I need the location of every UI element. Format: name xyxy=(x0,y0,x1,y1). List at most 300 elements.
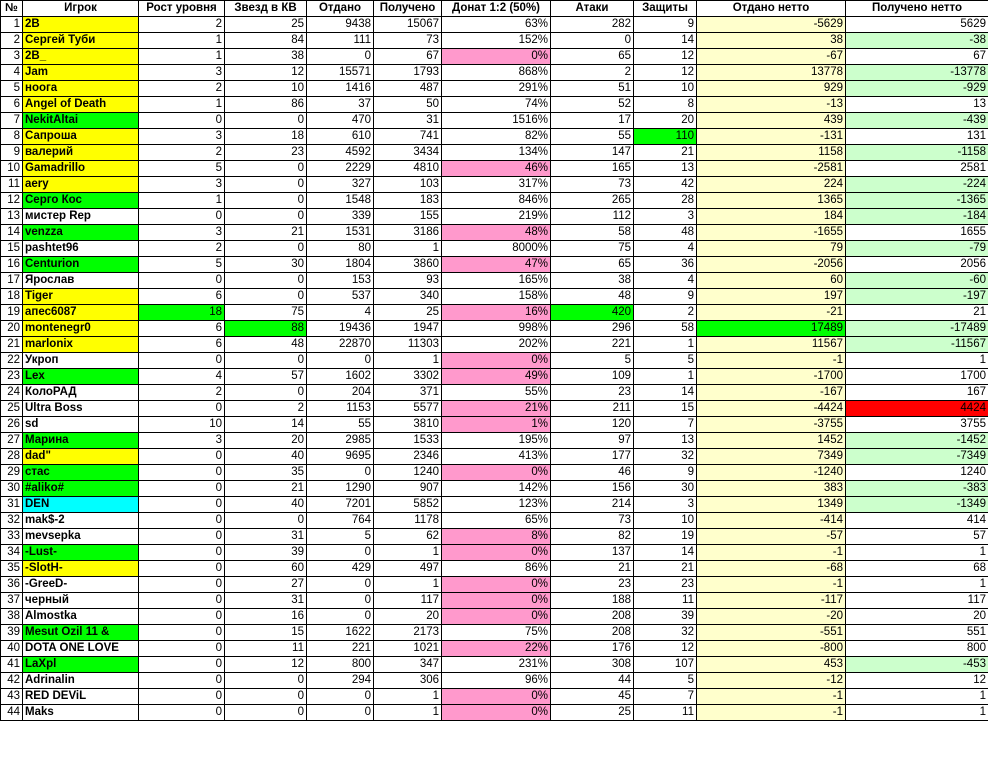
header-net-received: Получено нетто xyxy=(846,1,988,17)
net-given-cell: -20 xyxy=(697,609,846,625)
cw-stars-cell: 10 xyxy=(225,81,307,97)
cw-stars-cell: 16 xyxy=(225,609,307,625)
player-name-cell: Укроп xyxy=(23,353,139,369)
cw-stars-cell: 0 xyxy=(225,385,307,401)
attacks-cell: 147 xyxy=(551,145,634,161)
net-given-cell: 453 xyxy=(697,657,846,673)
donate-cell: 846% xyxy=(442,193,551,209)
row-number-cell: 11 xyxy=(1,177,23,193)
net-given-cell: 13778 xyxy=(697,65,846,81)
attacks-cell: 97 xyxy=(551,433,634,449)
level-growth-cell: 0 xyxy=(139,481,225,497)
given-cell: 7201 xyxy=(307,497,374,513)
player-name-cell: RED DEViL xyxy=(23,689,139,705)
received-cell: 4810 xyxy=(374,161,442,177)
given-cell: 5 xyxy=(307,529,374,545)
player-name-cell: LaXpl xyxy=(23,657,139,673)
net-given-cell: 1158 xyxy=(697,145,846,161)
net-given-cell: -13 xyxy=(697,97,846,113)
received-cell: 347 xyxy=(374,657,442,673)
defenses-cell: 9 xyxy=(634,17,697,33)
row-number-cell: 33 xyxy=(1,529,23,545)
given-cell: 2229 xyxy=(307,161,374,177)
header-net-given: Отдано нетто xyxy=(697,1,846,17)
cw-stars-cell: 0 xyxy=(225,273,307,289)
donate-cell: 219% xyxy=(442,209,551,225)
donate-cell: 8% xyxy=(442,529,551,545)
attacks-cell: 112 xyxy=(551,209,634,225)
given-cell: 0 xyxy=(307,705,374,721)
player-name-cell: 2B_ xyxy=(23,49,139,65)
defenses-cell: 23 xyxy=(634,577,697,593)
donate-cell: 142% xyxy=(442,481,551,497)
player-name-cell: Jam xyxy=(23,65,139,81)
net-given-cell: 1365 xyxy=(697,193,846,209)
row-number-cell: 13 xyxy=(1,209,23,225)
donate-cell: 0% xyxy=(442,353,551,369)
attacks-cell: 55 xyxy=(551,129,634,145)
row-number-cell: 4 xyxy=(1,65,23,81)
player-name-cell: dad" xyxy=(23,449,139,465)
row-number-cell: 18 xyxy=(1,289,23,305)
net-given-cell: 38 xyxy=(697,33,846,49)
level-growth-cell: 0 xyxy=(139,561,225,577)
row-number-cell: 15 xyxy=(1,241,23,257)
attacks-cell: 296 xyxy=(551,321,634,337)
given-cell: 19436 xyxy=(307,321,374,337)
level-growth-cell: 0 xyxy=(139,545,225,561)
row-number-cell: 12 xyxy=(1,193,23,209)
row-number-cell: 35 xyxy=(1,561,23,577)
net-received-cell: 131 xyxy=(846,129,988,145)
table-row xyxy=(1,321,988,337)
net-given-cell: 224 xyxy=(697,177,846,193)
cw-stars-cell: 12 xyxy=(225,65,307,81)
cw-stars-cell: 23 xyxy=(225,145,307,161)
player-name-cell: Lex xyxy=(23,369,139,385)
attacks-cell: 120 xyxy=(551,417,634,433)
cw-stars-cell: 0 xyxy=(225,353,307,369)
given-cell: 0 xyxy=(307,545,374,561)
attacks-cell: 48 xyxy=(551,289,634,305)
net-given-cell: -1 xyxy=(697,705,846,721)
donate-cell: 0% xyxy=(442,465,551,481)
level-growth-cell: 6 xyxy=(139,321,225,337)
cw-stars-cell: 86 xyxy=(225,97,307,113)
given-cell: 55 xyxy=(307,417,374,433)
donate-cell: 868% xyxy=(442,65,551,81)
level-growth-cell: 0 xyxy=(139,465,225,481)
row-number-cell: 22 xyxy=(1,353,23,369)
donate-cell: 86% xyxy=(442,561,551,577)
level-growth-cell: 0 xyxy=(139,513,225,529)
received-cell: 1021 xyxy=(374,641,442,657)
defenses-cell: 19 xyxy=(634,529,697,545)
net-given-cell: -800 xyxy=(697,641,846,657)
table-row xyxy=(1,17,988,33)
level-growth-cell: 0 xyxy=(139,401,225,417)
player-name-cell: Ярослав xyxy=(23,273,139,289)
donate-cell: 63% xyxy=(442,17,551,33)
defenses-cell: 5 xyxy=(634,353,697,369)
defenses-cell: 12 xyxy=(634,641,697,657)
net-given-cell: 7349 xyxy=(697,449,846,465)
table-row xyxy=(1,337,988,353)
defenses-cell: 4 xyxy=(634,273,697,289)
attacks-cell: 420 xyxy=(551,305,634,321)
given-cell: 2985 xyxy=(307,433,374,449)
defenses-cell: 30 xyxy=(634,481,697,497)
given-cell: 610 xyxy=(307,129,374,145)
defenses-cell: 14 xyxy=(634,545,697,561)
player-name-cell: montenegr0 xyxy=(23,321,139,337)
table-header xyxy=(1,1,988,17)
level-growth-cell: 2 xyxy=(139,81,225,97)
row-number-cell: 32 xyxy=(1,513,23,529)
player-name-cell: -GreeD- xyxy=(23,577,139,593)
cw-stars-cell: 20 xyxy=(225,433,307,449)
cw-stars-cell: 0 xyxy=(225,513,307,529)
defenses-cell: 12 xyxy=(634,49,697,65)
level-growth-cell: 1 xyxy=(139,49,225,65)
player-name-cell: Марина xyxy=(23,433,139,449)
net-given-cell: -2581 xyxy=(697,161,846,177)
cw-stars-cell: 31 xyxy=(225,529,307,545)
attacks-cell: 156 xyxy=(551,481,634,497)
net-received-cell: -11567 xyxy=(846,337,988,353)
donate-cell: 0% xyxy=(442,49,551,65)
net-received-cell: 3755 xyxy=(846,417,988,433)
given-cell: 111 xyxy=(307,33,374,49)
cw-stars-cell: 18 xyxy=(225,129,307,145)
defenses-cell: 15 xyxy=(634,401,697,417)
defenses-cell: 9 xyxy=(634,289,697,305)
donate-cell: 202% xyxy=(442,337,551,353)
attacks-cell: 208 xyxy=(551,609,634,625)
cw-stars-cell: 25 xyxy=(225,17,307,33)
table-row xyxy=(1,673,988,689)
defenses-cell: 12 xyxy=(634,65,697,81)
net-received-cell: -1365 xyxy=(846,193,988,209)
net-received-cell: 800 xyxy=(846,641,988,657)
received-cell: 3186 xyxy=(374,225,442,241)
row-number-cell: 10 xyxy=(1,161,23,177)
given-cell: 204 xyxy=(307,385,374,401)
player-name-cell: Ultra Boss xyxy=(23,401,139,417)
player-name-cell: Centurion xyxy=(23,257,139,273)
row-number-cell: 20 xyxy=(1,321,23,337)
donate-cell: 75% xyxy=(442,625,551,641)
net-given-cell: -414 xyxy=(697,513,846,529)
level-growth-cell: 0 xyxy=(139,353,225,369)
player-name-cell: ноога xyxy=(23,81,139,97)
table-row xyxy=(1,33,988,49)
given-cell: 153 xyxy=(307,273,374,289)
given-cell: 470 xyxy=(307,113,374,129)
cw-stars-cell: 38 xyxy=(225,49,307,65)
level-growth-cell: 3 xyxy=(139,225,225,241)
donate-cell: 16% xyxy=(442,305,551,321)
defenses-cell: 48 xyxy=(634,225,697,241)
net-received-cell: 57 xyxy=(846,529,988,545)
defenses-cell: 8 xyxy=(634,97,697,113)
net-given-cell: -21 xyxy=(697,305,846,321)
received-cell: 183 xyxy=(374,193,442,209)
attacks-cell: 2 xyxy=(551,65,634,81)
level-growth-cell: 0 xyxy=(139,641,225,657)
attacks-cell: 282 xyxy=(551,17,634,33)
net-received-cell: -7349 xyxy=(846,449,988,465)
net-received-cell: -1158 xyxy=(846,145,988,161)
donate-cell: 413% xyxy=(442,449,551,465)
defenses-cell: 20 xyxy=(634,113,697,129)
attacks-cell: 51 xyxy=(551,81,634,97)
net-received-cell: -184 xyxy=(846,209,988,225)
defenses-cell: 110 xyxy=(634,129,697,145)
net-given-cell: 17489 xyxy=(697,321,846,337)
row-number-cell: 17 xyxy=(1,273,23,289)
donate-cell: 1% xyxy=(442,417,551,433)
level-growth-cell: 0 xyxy=(139,593,225,609)
table-row xyxy=(1,657,988,673)
row-number-cell: 26 xyxy=(1,417,23,433)
level-growth-cell: 1 xyxy=(139,33,225,49)
net-given-cell: 184 xyxy=(697,209,846,225)
net-given-cell: 929 xyxy=(697,81,846,97)
received-cell: 11303 xyxy=(374,337,442,353)
header-attacks: Атаки xyxy=(551,1,634,17)
defenses-cell: 58 xyxy=(634,321,697,337)
player-name-cell: Сергей Туби xyxy=(23,33,139,49)
given-cell: 1531 xyxy=(307,225,374,241)
table-row xyxy=(1,529,988,545)
net-received-cell: -224 xyxy=(846,177,988,193)
net-given-cell: -167 xyxy=(697,385,846,401)
cw-stars-cell: 21 xyxy=(225,481,307,497)
level-growth-cell: 0 xyxy=(139,209,225,225)
defenses-cell: 9 xyxy=(634,465,697,481)
received-cell: 155 xyxy=(374,209,442,225)
donate-cell: 48% xyxy=(442,225,551,241)
donate-cell: 998% xyxy=(442,321,551,337)
level-growth-cell: 3 xyxy=(139,129,225,145)
table-row xyxy=(1,305,988,321)
player-name-cell: апес6087 xyxy=(23,305,139,321)
attacks-cell: 211 xyxy=(551,401,634,417)
defenses-cell: 1 xyxy=(634,369,697,385)
attacks-cell: 0 xyxy=(551,33,634,49)
attacks-cell: 109 xyxy=(551,369,634,385)
net-given-cell: -3755 xyxy=(697,417,846,433)
donate-cell: 22% xyxy=(442,641,551,657)
net-given-cell: -117 xyxy=(697,593,846,609)
received-cell: 1240 xyxy=(374,465,442,481)
given-cell: 1602 xyxy=(307,369,374,385)
net-received-cell: -60 xyxy=(846,273,988,289)
defenses-cell: 7 xyxy=(634,417,697,433)
donate-cell: 1516% xyxy=(442,113,551,129)
net-received-cell: 551 xyxy=(846,625,988,641)
received-cell: 20 xyxy=(374,609,442,625)
defenses-cell: 32 xyxy=(634,625,697,641)
received-cell: 103 xyxy=(374,177,442,193)
received-cell: 1 xyxy=(374,689,442,705)
attacks-cell: 221 xyxy=(551,337,634,353)
net-given-cell: 383 xyxy=(697,481,846,497)
defenses-cell: 3 xyxy=(634,209,697,225)
defenses-cell: 7 xyxy=(634,689,697,705)
donate-cell: 134% xyxy=(442,145,551,161)
cw-stars-cell: 12 xyxy=(225,657,307,673)
received-cell: 2173 xyxy=(374,625,442,641)
player-name-cell: venzza xyxy=(23,225,139,241)
received-cell: 2346 xyxy=(374,449,442,465)
level-growth-cell: 2 xyxy=(139,241,225,257)
attacks-cell: 188 xyxy=(551,593,634,609)
received-cell: 371 xyxy=(374,385,442,401)
defenses-cell: 11 xyxy=(634,593,697,609)
player-name-cell: Angel of Death xyxy=(23,97,139,113)
table-row xyxy=(1,449,988,465)
table-row xyxy=(1,385,988,401)
given-cell: 9438 xyxy=(307,17,374,33)
net-received-cell: 12 xyxy=(846,673,988,689)
donate-cell: 165% xyxy=(442,273,551,289)
attacks-cell: 65 xyxy=(551,257,634,273)
net-given-cell: -67 xyxy=(697,49,846,65)
player-name-cell: -Lust- xyxy=(23,545,139,561)
attacks-cell: 177 xyxy=(551,449,634,465)
received-cell: 1 xyxy=(374,705,442,721)
net-received-cell: -197 xyxy=(846,289,988,305)
donate-cell: 0% xyxy=(442,545,551,561)
level-growth-cell: 4 xyxy=(139,369,225,385)
row-number-cell: 39 xyxy=(1,625,23,641)
net-given-cell: -1 xyxy=(697,577,846,593)
table-row xyxy=(1,593,988,609)
net-received-cell: 1 xyxy=(846,577,988,593)
net-received-cell: -38 xyxy=(846,33,988,49)
level-growth-cell: 5 xyxy=(139,257,225,273)
donate-cell: 152% xyxy=(442,33,551,49)
net-received-cell: -439 xyxy=(846,113,988,129)
table-row xyxy=(1,225,988,241)
net-given-cell: -1 xyxy=(697,353,846,369)
attacks-cell: 46 xyxy=(551,465,634,481)
received-cell: 1947 xyxy=(374,321,442,337)
given-cell: 327 xyxy=(307,177,374,193)
header-given: Отдано xyxy=(307,1,374,17)
defenses-cell: 28 xyxy=(634,193,697,209)
row-number-cell: 28 xyxy=(1,449,23,465)
attacks-cell: 73 xyxy=(551,513,634,529)
level-growth-cell: 0 xyxy=(139,609,225,625)
net-received-cell: 67 xyxy=(846,49,988,65)
row-number-cell: 14 xyxy=(1,225,23,241)
table-row xyxy=(1,401,988,417)
cw-stars-cell: 0 xyxy=(225,241,307,257)
cw-stars-cell: 0 xyxy=(225,209,307,225)
table-row xyxy=(1,49,988,65)
row-number-cell: 19 xyxy=(1,305,23,321)
level-growth-cell: 3 xyxy=(139,177,225,193)
donate-cell: 65% xyxy=(442,513,551,529)
donate-cell: 0% xyxy=(442,577,551,593)
cw-stars-cell: 14 xyxy=(225,417,307,433)
table-row xyxy=(1,561,988,577)
given-cell: 4 xyxy=(307,305,374,321)
player-name-cell: мистер Rep xyxy=(23,209,139,225)
cw-stars-cell: 88 xyxy=(225,321,307,337)
given-cell: 429 xyxy=(307,561,374,577)
table-row xyxy=(1,241,988,257)
level-growth-cell: 0 xyxy=(139,449,225,465)
row-number-cell: 6 xyxy=(1,97,23,113)
given-cell: 764 xyxy=(307,513,374,529)
cw-stars-cell: 11 xyxy=(225,641,307,657)
attacks-cell: 45 xyxy=(551,689,634,705)
table-row xyxy=(1,161,988,177)
header-no: № xyxy=(1,1,23,17)
net-received-cell: 4424 xyxy=(846,401,988,417)
defenses-cell: 11 xyxy=(634,705,697,721)
table-row xyxy=(1,433,988,449)
net-given-cell: -12 xyxy=(697,673,846,689)
defenses-cell: 21 xyxy=(634,561,697,577)
received-cell: 306 xyxy=(374,673,442,689)
attacks-cell: 265 xyxy=(551,193,634,209)
given-cell: 0 xyxy=(307,609,374,625)
player-name-cell: валерий xyxy=(23,145,139,161)
donate-cell: 291% xyxy=(442,81,551,97)
table-row xyxy=(1,369,988,385)
defenses-cell: 5 xyxy=(634,673,697,689)
given-cell: 0 xyxy=(307,689,374,705)
given-cell: 0 xyxy=(307,49,374,65)
player-name-cell: Mesut Ozil 11 & xyxy=(23,625,139,641)
cw-stars-cell: 75 xyxy=(225,305,307,321)
attacks-cell: 73 xyxy=(551,177,634,193)
donate-cell: 0% xyxy=(442,593,551,609)
net-received-cell: 20 xyxy=(846,609,988,625)
level-growth-cell: 6 xyxy=(139,289,225,305)
cw-stars-cell: 0 xyxy=(225,193,307,209)
donate-cell: 317% xyxy=(442,177,551,193)
level-growth-cell: 0 xyxy=(139,657,225,673)
attacks-cell: 208 xyxy=(551,625,634,641)
donate-cell: 49% xyxy=(442,369,551,385)
cw-stars-cell: 48 xyxy=(225,337,307,353)
attacks-cell: 52 xyxy=(551,97,634,113)
given-cell: 1548 xyxy=(307,193,374,209)
player-name-cell: DEN xyxy=(23,497,139,513)
table-row xyxy=(1,273,988,289)
net-received-cell: 21 xyxy=(846,305,988,321)
player-name-cell: Tiger xyxy=(23,289,139,305)
received-cell: 1 xyxy=(374,577,442,593)
defenses-cell: 32 xyxy=(634,449,697,465)
level-growth-cell: 0 xyxy=(139,689,225,705)
received-cell: 73 xyxy=(374,33,442,49)
net-given-cell: 439 xyxy=(697,113,846,129)
table-row xyxy=(1,209,988,225)
player-name-cell: mevsepka xyxy=(23,529,139,545)
header-player: Игрок xyxy=(23,1,139,17)
defenses-cell: 10 xyxy=(634,81,697,97)
cw-stars-cell: 40 xyxy=(225,497,307,513)
received-cell: 3860 xyxy=(374,257,442,273)
defenses-cell: 107 xyxy=(634,657,697,673)
